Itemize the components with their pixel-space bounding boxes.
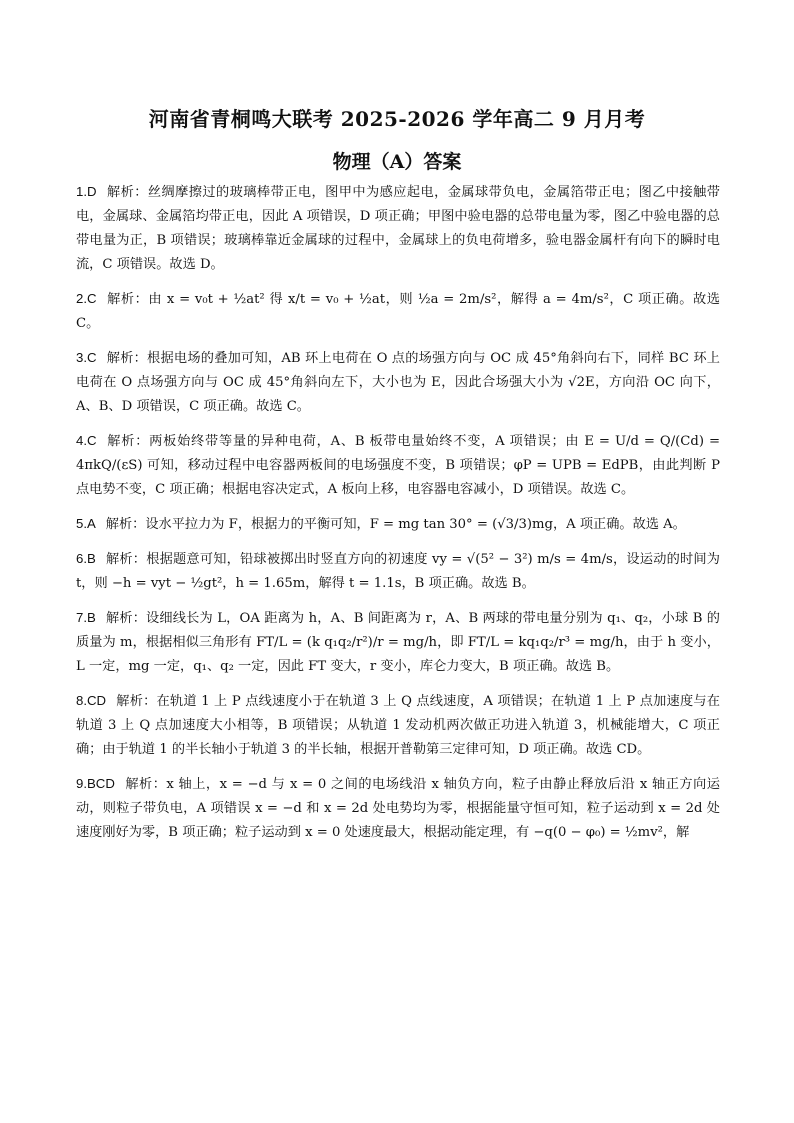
answer-item	[76, 547, 720, 596]
answer-number: 6.B	[76, 551, 96, 566]
answer-number: 4.C	[76, 433, 97, 448]
answer-text: 解析：在轨道 1 上 P 点线速度小于在轨道 3 上 Q 点线速度，A 项错误；在轨道 1 上 P 点加速度与在轨道 3 上 Q 点加速度大小相等，B 项错误；从轨道 1 发动机两次做正功进入轨道 3，机械能增大，C 项正确；由于轨道 1 的半长轴小于轨道 3 的半长轴，根据开普勒第三定律可知，D 项正确。故选 CD。	[76, 694, 720, 757]
answer-item	[76, 606, 720, 679]
answer-text: 解析：x 轴上，x = −d 与 x = 0 之间的电场线沿 x 轴负方向，粒子由静止释放后沿 x 轴正方向运动，则粒子带负电，A 项错误 x = −d 和 x = 2d 处电势均为零，根据能量守恒可知，粒子运动到 x = 2d 处速度刚好为零，B 项正确；粒子运动到 x = 0 处速度最大，根据动能定理，有 −q(0 − φ₀) = ½mv²，解	[76, 777, 720, 840]
answer-text: 解析：根据电场的叠加可知，AB 环上电荷在 O 点的场强方向与 OC 成 45°角斜向右下，同样 BC 环上电荷在 O 点场强方向与 OC 成 45°角斜向左下，大小也为 E，因此合场强大小为 √2E，方向沿 OC 向下，A、B、D 项错误，C 项正确。故选 C。	[76, 351, 720, 414]
answer-text: 解析：由 x = v₀t + ½at² 得 x/t = v₀ + ½at，则 ½a = 2m/s²，解得 a = 4m/s²，C 项正确。故选 C。	[76, 292, 720, 331]
answer-text: 解析：根据题意可知，铅球被掷出时竖直方向的初速度 vy = √(5² − 3²) m/s = 4m/s，设运动的时间为 t，则 −h = vyt − ½gt²，h = 1.65m，解得 t = 1.1s，B 项正确。故选 B。	[76, 552, 720, 591]
page-title: 河南省青桐鸣大联考 2025-2026 学年高二 9 月月考	[148, 107, 646, 131]
answer-item	[76, 772, 720, 845]
answer-number: 1.D	[76, 184, 97, 199]
answer-item	[76, 346, 720, 419]
answer-text: 解析：两板始终带等量的异种电荷，A、B 板带电量始终不变，A 项错误；由 E = U/d = Q/(Cd) = 4πkQ/(εS) 可知，移动过程中电容器两板间的电场强度不变，B 项错误；φP = UPB = EdPB，由此判断 P 点电势不变，C 项正确；根据电容决定式，A 板向上移，电容器电容减小，D 项错误。故选 C。	[76, 434, 720, 497]
page-subtitle: 物理（A）答案	[332, 151, 462, 173]
answer-text: 解析：设水平拉力为 F，根据力的平衡可知，F = mg tan 30° = (√3/3)mg，A 项正确。故选 A。	[105, 517, 686, 532]
answer-item	[76, 287, 720, 336]
answer-item	[76, 180, 720, 277]
answer-number: 9.BCD	[76, 776, 115, 791]
answer-text: 解析：设细线长为 L，OA 距离为 h，A、B 间距离为 r，A、B 两球的带电量分别为 q₁、q₂，小球 B 的质量为 m，根据相似三角形有 FT/L = (k q₁q₂/r²)/r = mg/h，即 FT/L = kq₁q₂/r³ = mg/h，由于 h 变小，L 一定，mg 一定，q₁、q₂ 一定，因此 FT 变大，r 变小，库仑力变大，B 项正确。故选 B。	[76, 611, 720, 674]
answer-number: 3.C	[76, 350, 97, 365]
answer-number: 8.CD	[76, 693, 107, 708]
answer-number: 2.C	[76, 291, 97, 306]
answer-text: 解析：丝绸摩擦过的玻璃棒带正电，图甲中为感应起电，金属球带负电，金属箔带正电；图乙中接触带电，金属球、金属箔均带正电，因此 A 项错误，D 项正确；甲图中验电器的总带电量为零，图乙中验电器的总带电量为正，B 项错误；玻璃棒靠近金属球的过程中，金属球上的负电荷增多，验电器金属杆有向下的瞬时电流，C 项错误。故选 D。	[76, 185, 720, 272]
answer-item	[76, 429, 720, 502]
answer-number: 7.B	[76, 610, 96, 625]
answer-item	[76, 689, 720, 762]
answer-item	[76, 512, 720, 537]
answer-number: 5.A	[76, 516, 96, 531]
answer-list	[76, 180, 720, 845]
